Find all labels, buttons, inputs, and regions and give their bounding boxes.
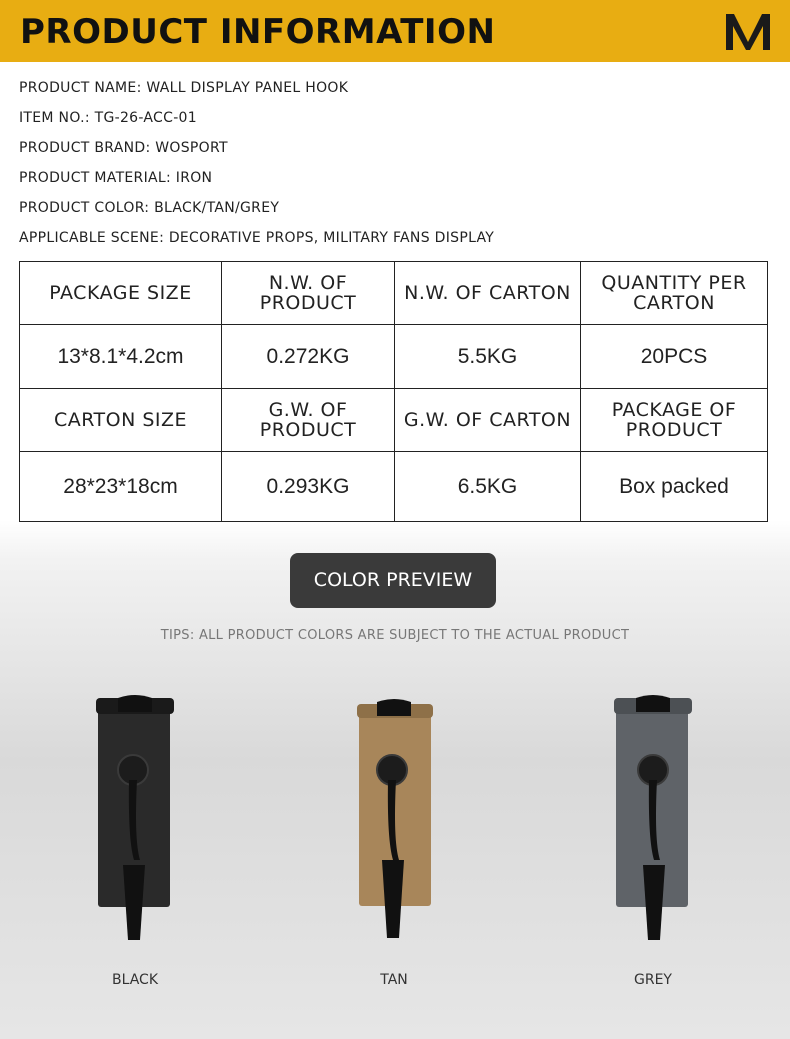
info-item-no: ITEM NO.: TG-26-ACC-01 (19, 110, 197, 126)
wall-hook-tan-icon (347, 690, 457, 950)
value-gw-carton: 6.5KG (395, 452, 581, 522)
info-brand: PRODUCT BRAND: WOSPORT (19, 140, 228, 156)
hook-image-tan (347, 690, 457, 950)
header-nw-product: N.W. OF PRODUCT (222, 262, 395, 325)
info-product-name: PRODUCT NAME: WALL DISPLAY PANEL HOOK (19, 80, 349, 96)
header-package-size: PACKAGE SIZE (20, 262, 222, 325)
header-package-of-product: PACKAGE OF PRODUCT (581, 389, 768, 452)
table-row (20, 325, 768, 389)
value-package-size: 13*8.1*4.2cm (20, 325, 222, 389)
table-row (20, 389, 768, 452)
table-row (20, 452, 768, 522)
header-nw-carton: N.W. OF CARTON (395, 262, 581, 325)
value-package-of-product: Box packed (581, 452, 768, 522)
color-label-tan: TAN (380, 972, 408, 988)
wall-hook-black-icon (90, 690, 200, 950)
hook-image-grey (606, 690, 716, 950)
product-info-list (19, 78, 494, 258)
color-tips-text: TIPS: ALL PRODUCT COLORS ARE SUBJECT TO THE ACTUAL PRODUCT (160, 628, 630, 643)
header-banner (0, 0, 790, 62)
color-label-grey: GREY (634, 972, 672, 988)
header-gw-carton: G.W. OF CARTON (395, 389, 581, 452)
value-nw-product: 0.272KG (222, 325, 395, 389)
value-quantity-per-carton: 20PCS (581, 325, 768, 389)
color-preview-button[interactable]: COLOR PREVIEW (290, 553, 496, 608)
wall-hook-grey-icon (606, 690, 716, 950)
header-gw-product: G.W. OF PRODUCT (222, 389, 395, 452)
value-carton-size: 28*23*18cm (20, 452, 222, 522)
table-row (20, 262, 768, 325)
brand-logo-icon (726, 12, 770, 52)
specs-table (19, 261, 768, 522)
info-material: PRODUCT MATERIAL: IRON (19, 170, 213, 186)
hook-image-black (90, 690, 200, 950)
color-label-black: BLACK (111, 972, 158, 988)
value-nw-carton: 5.5KG (395, 325, 581, 389)
header-quantity-per-carton: QUANTITY PER CARTON (581, 262, 768, 325)
page-title: PRODUCT INFORMATION (20, 12, 496, 52)
info-color: PRODUCT COLOR: BLACK/TAN/GREY (19, 200, 280, 216)
value-gw-product: 0.293KG (222, 452, 395, 522)
header-carton-size: CARTON SIZE (20, 389, 222, 452)
info-scene: APPLICABLE SCENE: DECORATIVE PROPS, MILITARY FANS DISPLAY (19, 230, 495, 246)
